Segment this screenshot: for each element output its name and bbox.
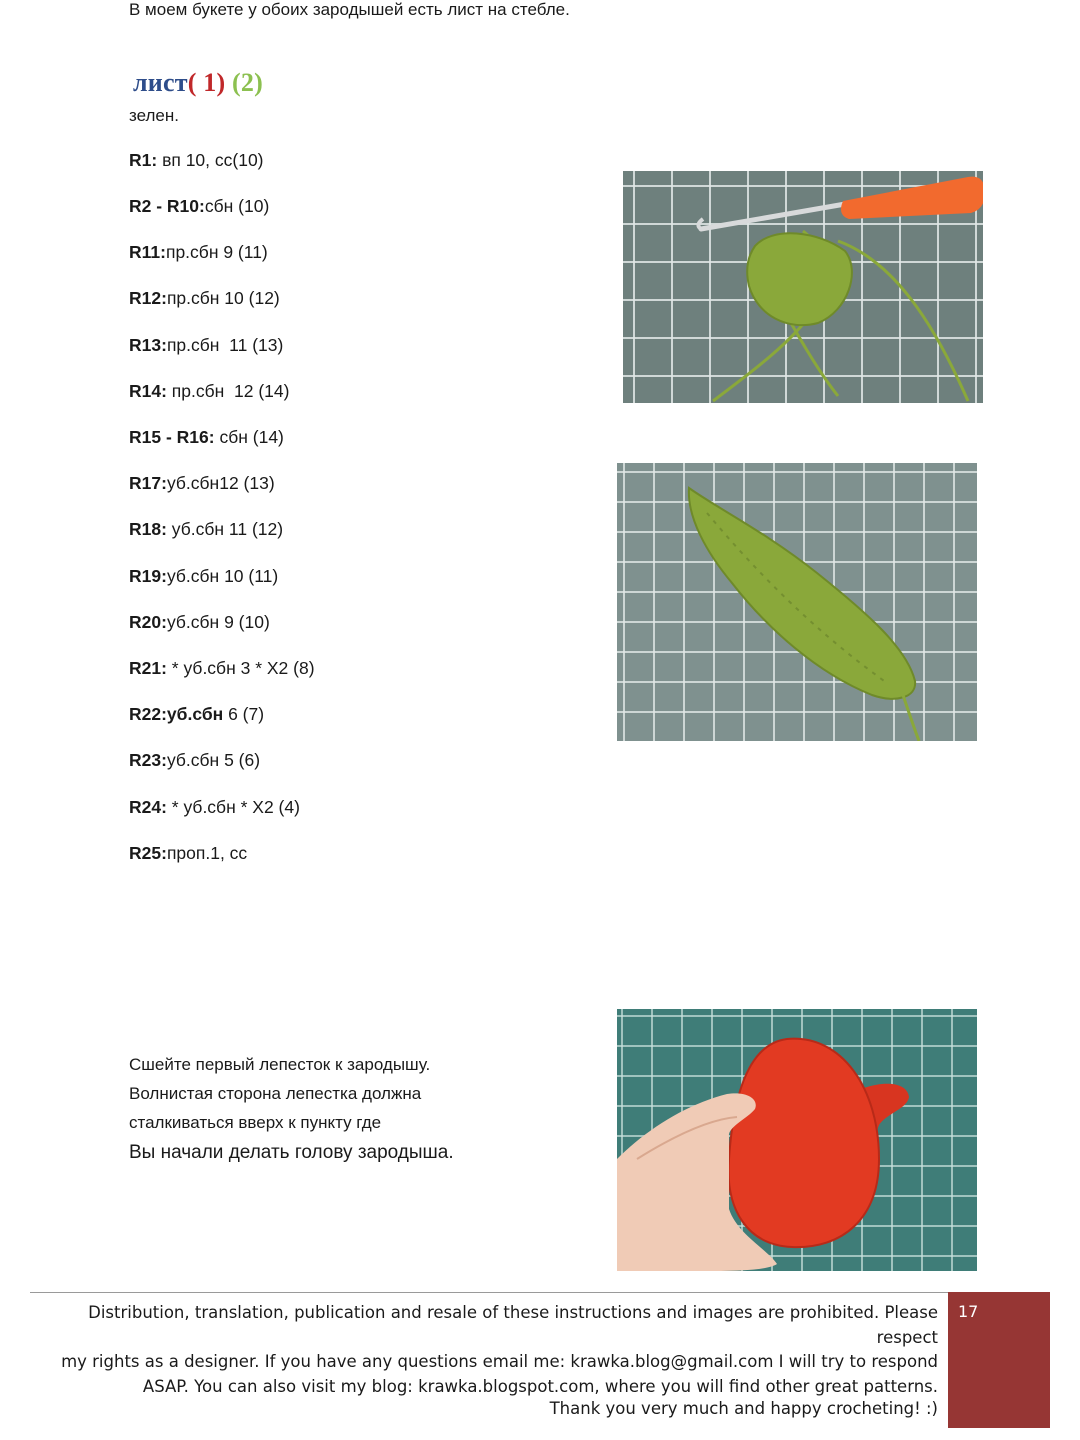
page-number: 17 [958,1302,979,1321]
row-text: * уб.сбн * X2 (4) [166,797,300,817]
row-label: R20: [129,612,167,632]
footer-thanks: Thank you very much and happy crocheting! :) [549,1399,938,1418]
footer-divider [30,1292,948,1293]
row-label: R15 - R16: [129,427,215,447]
pattern-row [129,242,268,263]
row-label: R24: [129,797,167,817]
row-text: сбн (10) [204,196,270,216]
row-label: R23: [129,750,167,770]
row-text: * уб.сбн 3 * X2 (8) [166,658,315,678]
intro-text: В моем букете у обоих зародышей есть лист на стебле. [129,0,570,19]
row-text: уб.сбн 9 (10) [166,612,270,632]
pattern-row [129,473,275,494]
pattern-row [129,843,247,864]
row-text: проп.1, сс [166,843,248,863]
leaf-heading-num1: ( 1) [187,68,226,97]
leaf-heading [133,68,263,98]
cutting-mat [617,463,977,741]
row-text: уб.сбн 5 (6) [166,750,261,770]
note-line: Волнистая сторона лепестка должна [129,1084,422,1103]
note-line: Вы начали делать голову зародыша. [129,1142,454,1163]
row-label: R21: [129,658,167,678]
footer-line: my rights as a designer. If you have any questions email me: krawka.blog@gmail.com I will try to respond [61,1352,938,1371]
row-label: R13: [129,335,167,355]
photo-finished-leaf [617,463,977,741]
photo-red-bud [617,1009,977,1271]
row-text: уб.сбн12 (13) [166,473,275,493]
pattern-row [129,612,270,633]
footer-copyright [30,1301,938,1399]
pattern-row [129,196,269,217]
cutting-mat [623,171,983,403]
photo-red-bud-drawing [617,1009,977,1271]
yarn-color-label: зелен. [129,106,179,125]
photo-leaf-start-drawing [623,171,983,403]
leaf-heading-word: лист [133,68,188,97]
pattern-row [129,335,283,356]
pattern-row [129,704,264,725]
row-label: R14: [129,381,167,401]
row-label: R12: [129,288,167,308]
row-text: пр.сбн 11 (13) [166,335,284,355]
pattern-row [129,427,284,448]
footer-line: ASAP. You can also visit my blog: krawka.blogspot.com, where you will find other great patterns. [142,1376,938,1396]
row-label: R22:уб.сбн [129,704,224,724]
note-line: сталкиваться вверх к пункту где [129,1113,382,1132]
row-text: пр.сбн 12 (14) [166,381,290,401]
note-line: Сшейте первый лепесток к зародышу. [129,1055,431,1074]
cutting-mat [617,1009,977,1271]
row-text: вп 10, сс(10) [157,150,264,170]
page-number-box [948,1292,1050,1428]
row-text: сбн (14) [214,427,284,447]
row-label: R1: [129,150,158,170]
row-label: R18: [129,519,167,539]
row-text: пр.сбн 9 (11) [165,242,268,262]
row-label: R19: [129,566,167,586]
pattern-row [129,658,315,679]
footer-line: Distribution, translation, publication and resale of these instructions and images are prohibited. Please respect [88,1303,938,1347]
pattern-row [129,381,289,402]
leaf-heading-num2: (2) [232,68,263,97]
photo-finished-leaf-drawing [617,463,977,741]
pattern-row [129,288,280,309]
row-text: уб.сбн 11 (12) [166,519,284,539]
row-label: R25: [129,843,167,863]
row-text: 6 (7) [223,704,265,724]
assembly-note [129,1055,454,1171]
row-text: уб.сбн 10 (11) [166,566,279,586]
pattern-row [129,519,283,540]
row-text: пр.сбн 10 (12) [166,288,280,308]
photo-leaf-start [623,171,983,403]
pattern-row [129,797,300,818]
pattern-row [129,150,264,171]
row-label: R11: [129,242,166,262]
pattern-row [129,566,278,587]
row-label: R17: [129,473,167,493]
pattern-row [129,750,260,771]
row-label: R2 - R10: [129,196,205,216]
